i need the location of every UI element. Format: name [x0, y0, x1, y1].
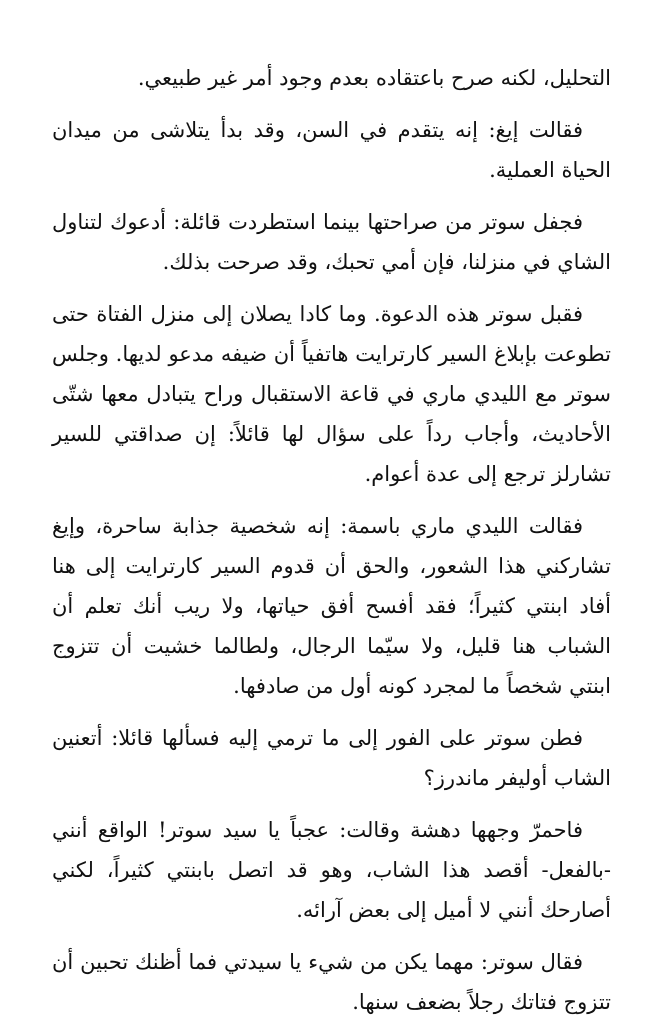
- book-page: [52, 58, 611, 1034]
- paragraph-2: فقالت إيغ: إنه يتقدم في السن، وقد بدأ يتلاشى من ميدان الحياة العملية.: [52, 118, 611, 182]
- paragraph-1: التحليل، لكنه صرح باعتقاده بعدم وجود أمر غير طبيعي.: [137, 66, 611, 90]
- paragraph-6: فطن سوتر على الفور إلى ما ترمي إليه فسألها قائلا: أتعنين الشاب أوليفر ماندرز؟: [52, 726, 611, 790]
- paragraph-3: فجفل سوتر من صراحتها بينما استطردت قائلة: أدعوك لتناول الشاي في منزلنا، فإن أمي تحبك، وقد صرحت بذلك.: [52, 210, 611, 274]
- paragraph-7: فاحمرّ وجهها دهشة وقالت: عجباً يا سيد سوتر! الواقع أنني -بالفعل- أقصد هذا الشاب، وهو قد اتصل بابنتي كثيراً، لكني أصارحك أنني لا أميل إلى بعض آرائه.: [52, 818, 611, 922]
- paragraph-5: فقالت الليدي ماري باسمة: إنه شخصية جذابة ساحرة، وإيغ تشاركني هذا الشعور، والحق أن قدوم السير كارترايت إلى هنا أفاد ابنتي كثيراً؛ فقد أفسح أفق حياتها، ولا ريب أنك تعلم أن الشباب هنا قليل، ولا سيّما الرجال، ولطالما خشيت أن تتزوج ابنتي شخصاً ما لمجرد كونه أول من صادفها.: [52, 514, 611, 698]
- paragraph-4: فقبل سوتر هذه الدعوة. وما كادا يصلان إلى منزل الفتاة حتى تطوعت بإبلاغ السير كارترايت هاتفياً أن ضيفه مدعو لديها. وجلس سوتر مع الليدي ماري في قاعة الاستقبال وراح يتبادل معها شتّى الأحاديث، وأجاب رداً على سؤال لها قائلاً: إن صداقتي للسير تشارلز ترجع إلى عدة أعوام.: [52, 302, 611, 486]
- paragraph-8: فقال سوتر: مهما يكن من شيء يا سيدتي فما أظنك تحبين أن تتزوج فتاتك رجلاً بضعف سنها.: [52, 950, 611, 1014]
